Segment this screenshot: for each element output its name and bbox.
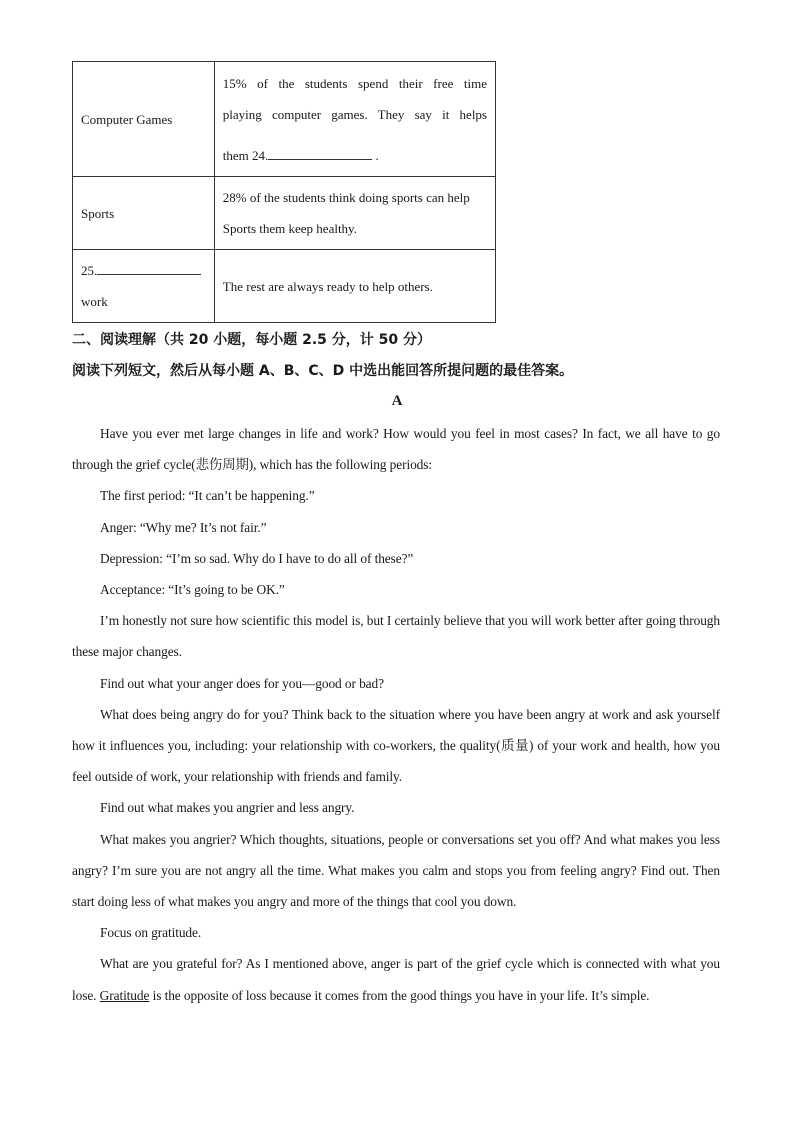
subheading: Find out what makes you angrier and less angry. xyxy=(100,800,355,816)
answer-blank-24[interactable] xyxy=(268,144,372,160)
paragraph: I’m honestly not sure how scientific this model is, but I certainly believe that you will work better after going through these major changes. xyxy=(72,613,720,660)
blank-number: them 24. xyxy=(222,147,269,163)
underlined-word: Gratitude xyxy=(99,987,150,1003)
cell-blank-line xyxy=(81,255,206,286)
cell-text-line: The rest are always ready to help others. xyxy=(222,278,433,294)
table-cell-label xyxy=(73,177,215,250)
paragraph: Acceptance: “It’s going to be OK.” xyxy=(100,582,285,598)
paragraph-text: What are you grateful for? As I mentioned above, anger is part of the grief cycle which is connected with what you lose. xyxy=(72,956,720,1003)
paragraph: Depression: “I’m so sad. Why do I have to do all of these?” xyxy=(100,550,414,566)
subheading: Find out what your anger does for you—good or bad? xyxy=(100,675,384,691)
subheading: Focus on gratitude. xyxy=(100,925,202,941)
cell-blank-line xyxy=(223,140,487,171)
paragraph: What does being angry do for you? Think back to the situation where you have been angry at work and ask yourself how it influences you, including: your relationship with co-workers, the quality(质量) of your work and health, how you feel outside of work, your relationship with friends and family. xyxy=(72,706,720,785)
table-row xyxy=(73,62,496,177)
table-cell-text xyxy=(214,62,495,177)
reading-passage xyxy=(72,418,720,1011)
table-cell-text xyxy=(214,250,495,323)
blank-suffix: . xyxy=(375,147,379,163)
table-row xyxy=(73,250,496,323)
paragraph: The first period: “It can’t be happening.” xyxy=(100,488,315,504)
row-label: Computer Games xyxy=(81,111,173,127)
table-cell-label xyxy=(73,250,215,323)
table-cell-label xyxy=(73,62,215,177)
table-row xyxy=(73,177,496,250)
paragraph-text: is the opposite of loss because it comes from the good things you have in your life. It’s simple. xyxy=(149,987,650,1003)
paragraph xyxy=(72,948,720,1010)
row-label: Sports xyxy=(81,205,115,221)
section-instructions: 阅读下列短文，然后从每小题 A、B、C、D 中选出能回答所提问题的最佳答案。 xyxy=(72,363,574,379)
cell-text-line: 15% of the students spend their free time xyxy=(222,75,487,91)
paragraph: What makes you angrier? Which thoughts, situations, people or conversations set you off? And what makes you less angry? I’m sure you are not angry all the time. What makes you calm and stops you from feeling angry? Find out. Then start doing less of what makes you angry and more of the things that cool you down. xyxy=(72,831,720,910)
answer-blank-25[interactable] xyxy=(97,259,201,275)
table-cell-text xyxy=(214,177,495,250)
cell-text-line: 28% of the students think doing sports can help xyxy=(222,190,470,205)
cell-text-line: playing computer games. They say it helps xyxy=(222,106,487,122)
passage-label: A xyxy=(391,393,403,409)
section-title: 二、阅读理解（共 20 小题，每小题 2.5 分，计 50 分） xyxy=(72,332,432,348)
row-label: work xyxy=(81,294,108,309)
cell-text-line: Sports them keep healthy. xyxy=(222,221,357,236)
paragraph: Anger: “Why me? It’s not fair.” xyxy=(100,519,267,535)
paragraph: Have you ever met large changes in life and work? How would you feel in most cases? In fact, we all have to go through the grief cycle(悲伤周期), which has the following periods: xyxy=(72,426,720,473)
blank-number: 25. xyxy=(81,263,98,278)
survey-table xyxy=(72,61,496,323)
